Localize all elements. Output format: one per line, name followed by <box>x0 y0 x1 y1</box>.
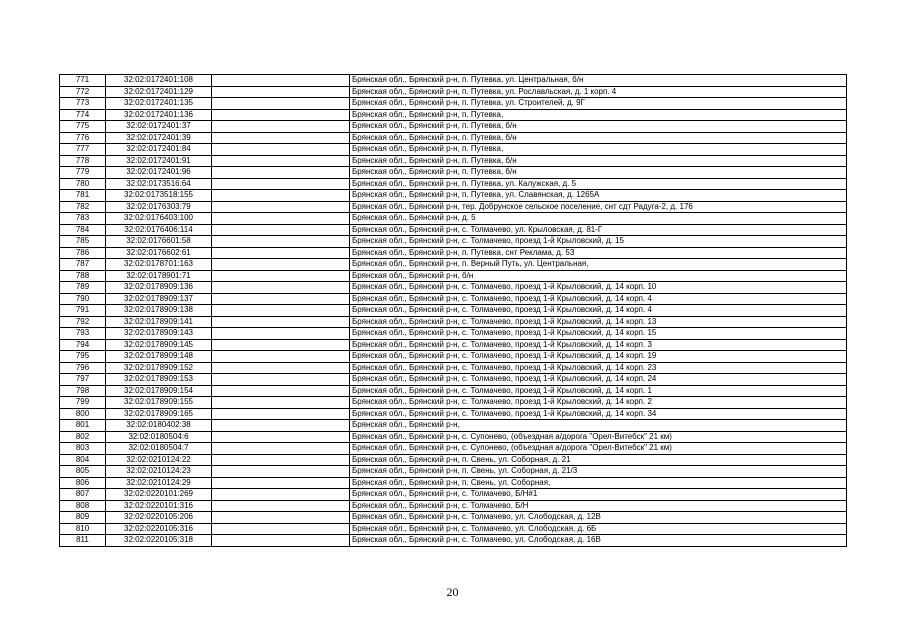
address-cell: Брянская обл., Брянский р-н, с. Толмачево, Б/Н#1 <box>350 489 847 501</box>
empty-cell <box>212 259 350 271</box>
empty-cell <box>212 512 350 524</box>
empty-cell <box>212 397 350 409</box>
address-cell: Брянская обл., Брянский р-н, с. Толмачево, ул. Слободская, д. 12В <box>350 512 847 524</box>
address-cell: Брянская обл., Брянский р-н, с. Толмачево, ул. Слободская, д. 16В <box>350 535 847 547</box>
row-number-cell: 796 <box>60 362 106 374</box>
row-number-cell: 786 <box>60 247 106 259</box>
property-register-table <box>59 74 847 547</box>
address-cell: Брянская обл., Брянский р-н, с. Толмачево, ул. Крыловская, д. 81-Г <box>350 224 847 236</box>
empty-cell <box>212 431 350 443</box>
table-row <box>60 109 847 121</box>
row-number-cell: 807 <box>60 489 106 501</box>
cadastral-number-cell: 32:02:0180504:6 <box>106 431 212 443</box>
empty-cell <box>212 535 350 547</box>
empty-cell <box>212 121 350 133</box>
address-cell: Брянская обл., Брянский р-н, п. Путевка, ул. Строителей, д. 9Г <box>350 98 847 110</box>
address-cell: Брянская обл., Брянский р-н, с. Толмачево, проезд 1-й Крыловский, д. 14 корп. 10 <box>350 282 847 294</box>
empty-cell <box>212 523 350 535</box>
table-row <box>60 500 847 512</box>
table-row <box>60 190 847 202</box>
table-row <box>60 316 847 328</box>
row-number-cell: 780 <box>60 178 106 190</box>
table-row <box>60 512 847 524</box>
cadastral-number-cell: 32:02:0180504:7 <box>106 443 212 455</box>
cadastral-number-cell: 32:02:0180402:38 <box>106 420 212 432</box>
empty-cell <box>212 201 350 213</box>
cadastral-number-cell: 32:02:0172401:108 <box>106 75 212 87</box>
address-cell: Брянская обл., Брянский р-н, с. Толмачево, проезд 1-й Крыловский, д. 14 корп. 1 <box>350 385 847 397</box>
cadastral-number-cell: 32:02:0178909:152 <box>106 362 212 374</box>
table-row <box>60 535 847 547</box>
table-row <box>60 362 847 374</box>
row-number-cell: 802 <box>60 431 106 443</box>
row-number-cell: 774 <box>60 109 106 121</box>
empty-cell <box>212 270 350 282</box>
address-cell: Брянская обл., Брянский р-н, п. Путевка, б/н <box>350 121 847 133</box>
cadastral-number-cell: 32:02:0172401:129 <box>106 86 212 98</box>
row-number-cell: 797 <box>60 374 106 386</box>
cadastral-number-cell: 32:02:0173518:155 <box>106 190 212 202</box>
address-cell: Брянская обл., Брянский р-н, с. Толмачево, ул. Слободская, д. 6Б <box>350 523 847 535</box>
empty-cell <box>212 316 350 328</box>
cadastral-number-cell: 32:02:0220105:318 <box>106 535 212 547</box>
table-row <box>60 178 847 190</box>
address-cell: Брянская обл., Брянский р-н, п. Верный Путь, ул. Центральная, <box>350 259 847 271</box>
address-cell: Брянская обл., Брянский р-н, <box>350 420 847 432</box>
address-cell: Брянская обл., Брянский р-н, с. Толмачево, проезд 1-й Крыловский, д. 14 корп. 24 <box>350 374 847 386</box>
row-number-cell: 790 <box>60 293 106 305</box>
row-number-cell: 809 <box>60 512 106 524</box>
address-cell: Брянская обл., Брянский р-н, п. Свень, ул. Соборная, д. 21 <box>350 454 847 466</box>
row-number-cell: 805 <box>60 466 106 478</box>
row-number-cell: 778 <box>60 155 106 167</box>
cadastral-number-cell: 32:02:0176601:58 <box>106 236 212 248</box>
empty-cell <box>212 132 350 144</box>
address-cell: Брянская обл., Брянский р-н, с. Супонево, (объездная а/дорога "Орел-Витебск" 21 км) <box>350 431 847 443</box>
row-number-cell: 785 <box>60 236 106 248</box>
cadastral-number-cell: 32:02:0178909:155 <box>106 397 212 409</box>
row-number-cell: 773 <box>60 98 106 110</box>
table-row <box>60 155 847 167</box>
cadastral-number-cell: 32:02:0178909:148 <box>106 351 212 363</box>
table-body <box>60 75 847 547</box>
row-number-cell: 781 <box>60 190 106 202</box>
table-row <box>60 339 847 351</box>
table-row <box>60 224 847 236</box>
table-row <box>60 385 847 397</box>
empty-cell <box>212 351 350 363</box>
table-row <box>60 523 847 535</box>
address-cell: Брянская обл., Брянский р-н, п. Путевка, ул. Центральная, б/н <box>350 75 847 87</box>
empty-cell <box>212 109 350 121</box>
cadastral-number-cell: 32:02:0210124:23 <box>106 466 212 478</box>
table-row <box>60 270 847 282</box>
row-number-cell: 789 <box>60 282 106 294</box>
empty-cell <box>212 236 350 248</box>
table-row <box>60 86 847 98</box>
cadastral-number-cell: 32:02:0172401:96 <box>106 167 212 179</box>
empty-cell <box>212 339 350 351</box>
cadastral-number-cell: 32:02:0178909:153 <box>106 374 212 386</box>
address-cell: Брянская обл., Брянский р-н, п. Путевка, <box>350 144 847 156</box>
row-number-cell: 772 <box>60 86 106 98</box>
row-number-cell: 808 <box>60 500 106 512</box>
cadastral-number-cell: 32:02:0220101:316 <box>106 500 212 512</box>
cadastral-number-cell: 32:02:0172401:37 <box>106 121 212 133</box>
row-number-cell: 791 <box>60 305 106 317</box>
row-number-cell: 804 <box>60 454 106 466</box>
address-cell: Брянская обл., Брянский р-н, п. Путевка, <box>350 109 847 121</box>
address-cell: Брянская обл., Брянский р-н, с. Толмачево, проезд 1-й Крыловский, д. 14 корп. 34 <box>350 408 847 420</box>
cadastral-number-cell: 32:02:0178909:138 <box>106 305 212 317</box>
cadastral-number-cell: 32:02:0176602:61 <box>106 247 212 259</box>
address-cell: Брянская обл., Брянский р-н, с. Толмачево, проезд 1-й Крыловский, д. 14 корп. 23 <box>350 362 847 374</box>
empty-cell <box>212 293 350 305</box>
cadastral-number-cell: 32:02:0176303:79 <box>106 201 212 213</box>
table-row <box>60 443 847 455</box>
empty-cell <box>212 328 350 340</box>
cadastral-number-cell: 32:02:0172401:84 <box>106 144 212 156</box>
table-row <box>60 259 847 271</box>
address-cell: Брянская обл., Брянский р-н, с. Толмачево, проезд 1-й Крыловский, д. 15 <box>350 236 847 248</box>
cadastral-number-cell: 32:02:0176406:114 <box>106 224 212 236</box>
cadastral-number-cell: 32:02:0210124:29 <box>106 477 212 489</box>
cadastral-number-cell: 32:02:0178901:71 <box>106 270 212 282</box>
row-number-cell: 799 <box>60 397 106 409</box>
row-number-cell: 803 <box>60 443 106 455</box>
cadastral-number-cell: 32:02:0178909:154 <box>106 385 212 397</box>
empty-cell <box>212 454 350 466</box>
empty-cell <box>212 374 350 386</box>
table-row <box>60 144 847 156</box>
table-row <box>60 167 847 179</box>
cadastral-number-cell: 32:02:0172401:91 <box>106 155 212 167</box>
address-cell: Брянская обл., Брянский р-н, с. Толмачево, проезд 1-й Крыловский, д. 14 корп. 3 <box>350 339 847 351</box>
address-cell: Брянская обл., Брянский р-н, с. Толмачево, проезд 1-й Крыловский, д. 14 корп. 15 <box>350 328 847 340</box>
cadastral-number-cell: 32:02:0220101:269 <box>106 489 212 501</box>
table-row <box>60 420 847 432</box>
row-number-cell: 794 <box>60 339 106 351</box>
empty-cell <box>212 420 350 432</box>
empty-cell <box>212 98 350 110</box>
empty-cell <box>212 477 350 489</box>
table-row <box>60 408 847 420</box>
row-number-cell: 810 <box>60 523 106 535</box>
cadastral-number-cell: 32:02:0178909:141 <box>106 316 212 328</box>
table-row <box>60 236 847 248</box>
address-cell: Брянская обл., Брянский р-н, п. Путевка, б/н <box>350 132 847 144</box>
empty-cell <box>212 75 350 87</box>
row-number-cell: 779 <box>60 167 106 179</box>
table-row <box>60 397 847 409</box>
empty-cell <box>212 247 350 259</box>
empty-cell <box>212 155 350 167</box>
empty-cell <box>212 224 350 236</box>
address-cell: Брянская обл., Брянский р-н, п. Путевка, ул. Славянская, д. 1265А <box>350 190 847 202</box>
table-row <box>60 247 847 259</box>
row-number-cell: 792 <box>60 316 106 328</box>
cadastral-number-cell: 32:02:0172401:136 <box>106 109 212 121</box>
cadastral-number-cell: 32:02:0178909:137 <box>106 293 212 305</box>
empty-cell <box>212 282 350 294</box>
table-row <box>60 466 847 478</box>
address-cell: Брянская обл., Брянский р-н, с. Толмачево, проезд 1-й Крыловский, д. 14 корп. 2 <box>350 397 847 409</box>
row-number-cell: 783 <box>60 213 106 225</box>
empty-cell <box>212 167 350 179</box>
row-number-cell: 800 <box>60 408 106 420</box>
address-cell: Брянская обл., Брянский р-н, б/н <box>350 270 847 282</box>
empty-cell <box>212 443 350 455</box>
address-cell: Брянская обл., Брянский р-н, д. 5 <box>350 213 847 225</box>
table-row <box>60 98 847 110</box>
table-row <box>60 293 847 305</box>
cadastral-number-cell: 32:02:0178909:165 <box>106 408 212 420</box>
row-number-cell: 793 <box>60 328 106 340</box>
table-row <box>60 305 847 317</box>
address-cell: Брянская обл., Брянский р-н, п. Путевка, ул. Калужская, д. 5 <box>350 178 847 190</box>
address-cell: Брянская обл., Брянский р-н, тер. Добрунское сельское поселение, снт сдт Радуга-2, д. 176 <box>350 201 847 213</box>
cadastral-number-cell: 32:02:0172401:39 <box>106 132 212 144</box>
row-number-cell: 806 <box>60 477 106 489</box>
row-number-cell: 777 <box>60 144 106 156</box>
address-cell: Брянская обл., Брянский р-н, п. Путевка, б/н <box>350 155 847 167</box>
cadastral-number-cell: 32:02:0220105:316 <box>106 523 212 535</box>
empty-cell <box>212 362 350 374</box>
row-number-cell: 787 <box>60 259 106 271</box>
address-cell: Брянская обл., Брянский р-н, п. Свень, ул. Соборная, <box>350 477 847 489</box>
empty-cell <box>212 86 350 98</box>
row-number-cell: 782 <box>60 201 106 213</box>
page-number: 20 <box>446 585 459 599</box>
empty-cell <box>212 213 350 225</box>
row-number-cell: 811 <box>60 535 106 547</box>
empty-cell <box>212 489 350 501</box>
row-number-cell: 784 <box>60 224 106 236</box>
address-cell: Брянская обл., Брянский р-н, с. Толмачево, проезд 1-й Крыловский, д. 14 корп. 4 <box>350 305 847 317</box>
empty-cell <box>212 500 350 512</box>
address-cell: Брянская обл., Брянский р-н, п. Свень, ул. Соборная, д. 21/3 <box>350 466 847 478</box>
table-row <box>60 201 847 213</box>
cadastral-number-cell: 32:02:0176403:100 <box>106 213 212 225</box>
table-row <box>60 132 847 144</box>
table-row <box>60 431 847 443</box>
table-row <box>60 351 847 363</box>
table-row <box>60 374 847 386</box>
address-cell: Брянская обл., Брянский р-н, с. Толмачево, Б/Н <box>350 500 847 512</box>
table-row <box>60 454 847 466</box>
row-number-cell: 798 <box>60 385 106 397</box>
address-cell: Брянская обл., Брянский р-н, п. Путевка, б/н <box>350 167 847 179</box>
row-number-cell: 801 <box>60 420 106 432</box>
table-row <box>60 75 847 87</box>
address-cell: Брянская обл., Брянский р-н, п. Путевка, снт Реклама, д. 53 <box>350 247 847 259</box>
address-cell: Брянская обл., Брянский р-н, с. Толмачево, проезд 1-й Крыловский, д. 14 корп. 19 <box>350 351 847 363</box>
cadastral-number-cell: 32:02:0220105:206 <box>106 512 212 524</box>
empty-cell <box>212 190 350 202</box>
address-cell: Брянская обл., Брянский р-н, п. Путевка, ул. Рославльская, д. 1 корп. 4 <box>350 86 847 98</box>
table-row <box>60 121 847 133</box>
address-cell: Брянская обл., Брянский р-н, с. Толмачево, проезд 1-й Крыловский, д. 14 корп. 4 <box>350 293 847 305</box>
cadastral-number-cell: 32:02:0178909:136 <box>106 282 212 294</box>
empty-cell <box>212 385 350 397</box>
cadastral-number-cell: 32:02:0210124:22 <box>106 454 212 466</box>
table-row <box>60 213 847 225</box>
empty-cell <box>212 305 350 317</box>
cadastral-number-cell: 32:02:0173516:64 <box>106 178 212 190</box>
table-row <box>60 477 847 489</box>
table-row <box>60 328 847 340</box>
table-row <box>60 282 847 294</box>
cadastral-number-cell: 32:02:0178701:163 <box>106 259 212 271</box>
row-number-cell: 776 <box>60 132 106 144</box>
address-cell: Брянская обл., Брянский р-н, с. Толмачево, проезд 1-й Крыловский, д. 14 корп. 13 <box>350 316 847 328</box>
cadastral-number-cell: 32:02:0172401:135 <box>106 98 212 110</box>
address-cell: Брянская обл., Брянский р-н, с. Супонево, (объездная а/дорога "Орел-Витебск" 21 км) <box>350 443 847 455</box>
empty-cell <box>212 178 350 190</box>
empty-cell <box>212 144 350 156</box>
empty-cell <box>212 408 350 420</box>
row-number-cell: 795 <box>60 351 106 363</box>
row-number-cell: 775 <box>60 121 106 133</box>
cadastral-number-cell: 32:02:0178909:145 <box>106 339 212 351</box>
row-number-cell: 788 <box>60 270 106 282</box>
cadastral-number-cell: 32:02:0178909:143 <box>106 328 212 340</box>
table-row <box>60 489 847 501</box>
row-number-cell: 771 <box>60 75 106 87</box>
empty-cell <box>212 466 350 478</box>
